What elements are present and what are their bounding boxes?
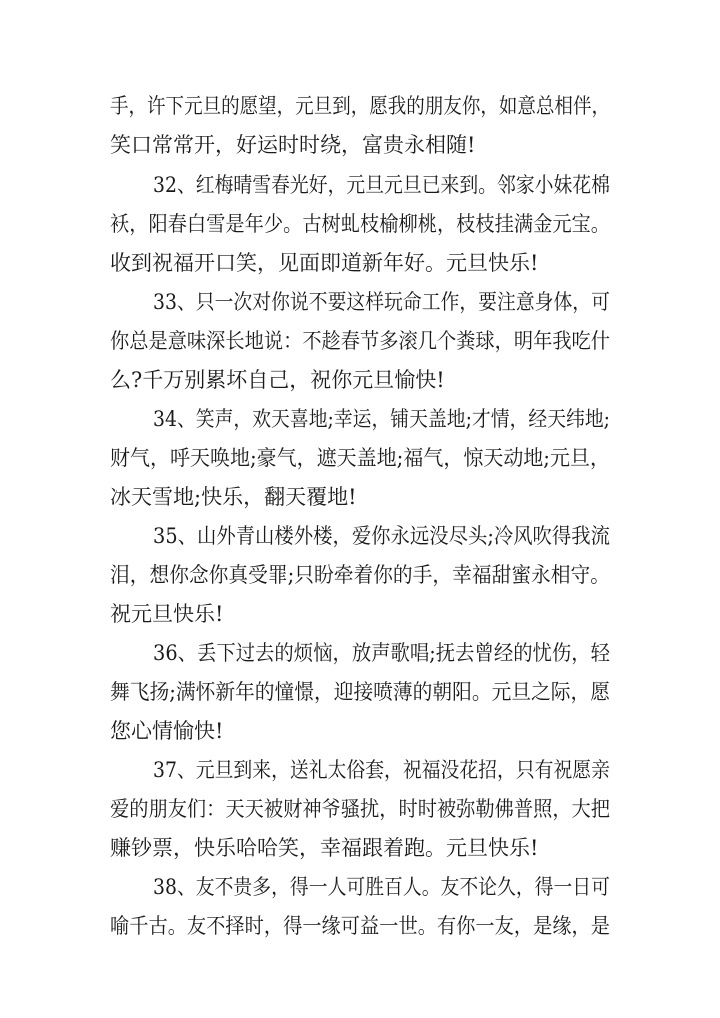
text-line-content: 喻千古。友不择时，得一缘可益一世。有你一友，是缘，是	[110, 914, 611, 938]
text-line-content: 袄，阳春白雪是年少。古树虬枝榆柳桃，枝枝挂满金元宝。	[110, 212, 611, 236]
text-line	[0, 477, 720, 517]
text-line	[0, 672, 720, 712]
paragraph-start-line	[0, 867, 720, 907]
text-line-content: 35、山外青山楼外楼，爱你永远没尽头;冷风吹得我流	[153, 524, 610, 548]
text-line	[0, 321, 720, 361]
text-line-content: 33、只一次对你说不要这样玩命工作，要注意身体，可	[153, 290, 610, 314]
paragraph-start-line	[0, 399, 720, 439]
text-line-content: 么?千万别累坏自己，祝你元旦愉快!	[110, 368, 445, 392]
text-line	[0, 438, 720, 478]
text-line-content: 笑口常常开，好运时时绕，富贵永相随!	[110, 133, 476, 157]
text-line-content: 财气，呼天唤地;豪气，遮天盖地;福气，惊天动地;元旦，	[110, 446, 611, 470]
text-line-content: 手，许下元旦的愿望，元旦到，愿我的朋友你，如意总相伴，	[110, 94, 610, 118]
text-line-content: 收到祝福开口笑，见面即道新年好。元旦快乐!	[110, 251, 539, 275]
text-line-content: 32、红梅晴雪春光好，元旦元旦已来到。邻家小妹花棉	[153, 173, 610, 197]
text-line	[0, 125, 720, 165]
text-line-content: 赚钞票，快乐哈哈笑，幸福跟着跑。元旦快乐!	[110, 836, 539, 860]
text-line-content: 爱的朋友们：天天被财神爷骚扰，时时被弥勒佛普照，大把	[110, 797, 611, 821]
paragraph-start-line	[0, 750, 720, 790]
text-line-content: 你总是意味深长地说：不趁春节多滚几个粪球，明年我吃什	[110, 329, 611, 353]
text-line-content: 冰天雪地;快乐，翻天覆地!	[110, 485, 357, 509]
text-line-content: 34、笑声，欢天喜地;幸运，铺天盖地;才情，经天纬地;	[153, 407, 611, 431]
text-line	[0, 906, 720, 946]
text-line	[0, 204, 720, 244]
text-line	[0, 711, 720, 751]
paragraph-start-line	[0, 165, 720, 205]
paragraph-start-line	[0, 282, 720, 322]
text-line-content: 祝元旦快乐!	[110, 602, 224, 626]
paragraph-start-line	[0, 633, 720, 673]
text-line	[0, 789, 720, 829]
paragraph-start-line	[0, 516, 720, 556]
text-line-content: 您心情愉快!	[110, 719, 224, 743]
text-line	[0, 828, 720, 868]
text-line	[0, 555, 720, 595]
text-line	[0, 594, 720, 634]
text-line-content: 38、友不贵多，得一人可胜百人。友不论久，得一日可	[153, 875, 610, 899]
text-line	[0, 243, 720, 283]
text-line-content: 37、元旦到来，送礼太俗套，祝福没花招，只有祝愿亲	[153, 758, 610, 782]
text-line-content: 舞飞扬;满怀新年的憧憬，迎接喷薄的朝阳。元旦之际，愿	[110, 680, 610, 704]
text-line	[0, 360, 720, 400]
text-line	[0, 86, 720, 126]
text-line-content: 36、丢下过去的烦恼，放声歌唱;抚去曾经的忧伤，轻	[153, 641, 610, 665]
text-line-content: 泪，想你念你真受罪;只盼牵着你的手，幸福甜蜜永相守。	[110, 563, 610, 587]
